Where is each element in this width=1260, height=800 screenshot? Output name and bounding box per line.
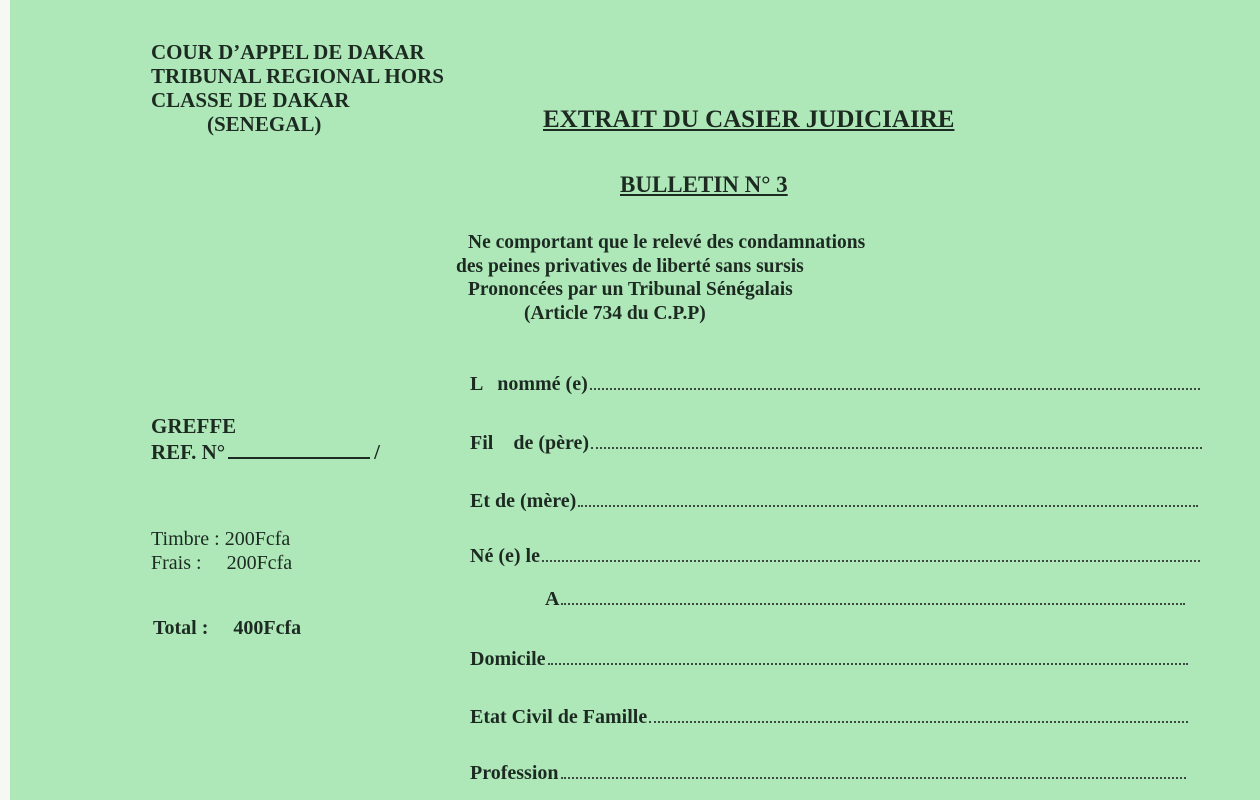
total-label: Total :	[153, 617, 209, 639]
field-ne-le-dots	[542, 546, 1200, 562]
field-domicile	[470, 648, 1188, 671]
field-pere-label: Fil de (père)	[470, 432, 590, 454]
reference-label: REF. N°	[151, 440, 226, 464]
field-pere	[470, 432, 1202, 455]
court-line-2: TRIBUNAL REGIONAL HORS	[151, 64, 444, 88]
field-a	[545, 588, 1185, 611]
court-line-4: (SENEGAL)	[207, 112, 322, 136]
field-mere	[470, 490, 1198, 513]
field-profession-dots	[561, 763, 1186, 779]
field-mere-label: Et de (mère)	[470, 490, 577, 512]
court-header	[151, 40, 444, 136]
description-line-2: des peines privatives de liberté sans sursis	[456, 255, 804, 277]
field-profession-label: Profession	[470, 762, 559, 784]
field-profession	[470, 762, 1186, 785]
field-a-label: A	[545, 588, 560, 610]
frais-row	[151, 551, 292, 575]
total-row	[153, 617, 301, 640]
reference-suffix: /	[374, 440, 380, 464]
frais-label: Frais :	[151, 552, 202, 574]
description-line-1: Ne comportant que le relevé des condamnations	[468, 232, 866, 253]
total-value: 400Fcfa	[233, 617, 302, 639]
field-domicile-dots	[548, 649, 1188, 665]
field-etat-civil-label: Etat Civil de Famille	[470, 706, 648, 728]
field-domicile-label: Domicile	[470, 648, 546, 670]
frais-value: 200Fcfa	[226, 552, 293, 574]
field-pere-dots	[591, 433, 1202, 449]
reference-blank	[228, 441, 370, 459]
field-mere-dots	[578, 491, 1198, 507]
bulletin-number: BULLETIN N° 3	[620, 172, 788, 197]
court-line-1: COUR D’APPEL DE DAKAR	[151, 40, 425, 64]
field-a-dots	[561, 589, 1185, 605]
timbre-row	[151, 527, 292, 551]
field-nomme	[470, 373, 1200, 396]
document-sheet	[10, 0, 1260, 800]
field-nomme-label: L nommé (e)	[470, 373, 588, 395]
fees-block	[151, 527, 292, 575]
field-etat-civil-dots	[649, 707, 1188, 723]
greffe-block	[151, 413, 380, 465]
field-ne-le-label: Né (e) le	[470, 545, 540, 567]
description-line-4: (Article 734 du C.P.P)	[524, 302, 706, 324]
field-nomme-dots	[590, 374, 1200, 390]
court-line-3: CLASSE DE DAKAR	[151, 88, 350, 112]
greffe-label: GREFFE	[151, 414, 237, 438]
timbre-label: Timbre :	[151, 528, 220, 550]
reference-line	[151, 439, 380, 465]
field-ne-le	[470, 545, 1200, 568]
field-etat-civil	[470, 706, 1188, 729]
bulletin-description	[456, 231, 866, 325]
timbre-value: 200Fcfa	[224, 528, 291, 550]
description-line-3: Prononcées par un Tribunal Sénégalais	[468, 279, 793, 300]
document-title: EXTRAIT DU CASIER JUDICIAIRE	[543, 106, 955, 133]
